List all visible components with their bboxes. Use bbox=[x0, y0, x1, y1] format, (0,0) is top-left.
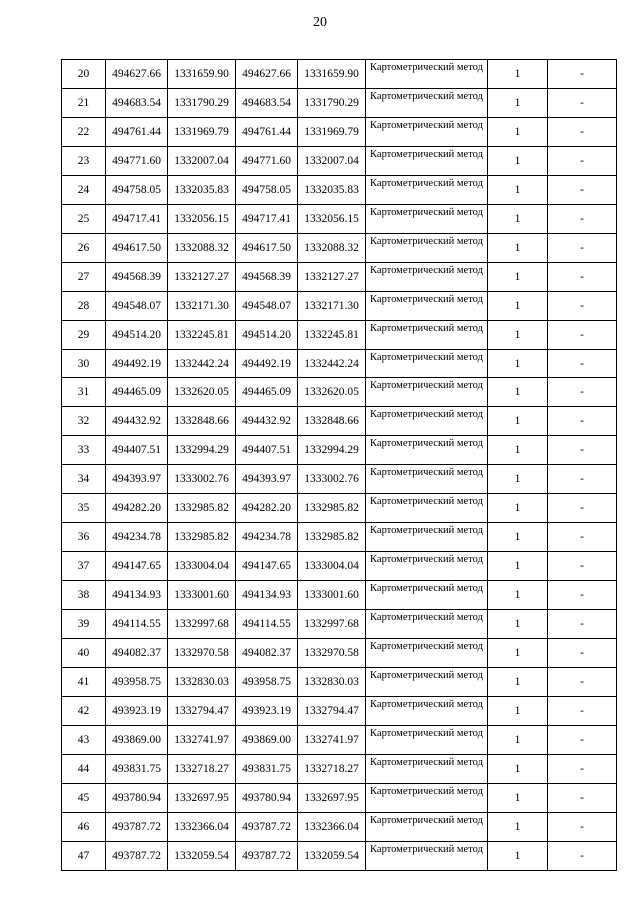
y-new-cell: 1332718.27 bbox=[298, 754, 366, 783]
description-cell: - bbox=[548, 349, 617, 378]
point-number-cell: 45 bbox=[62, 783, 106, 812]
y-new-cell: 1332620.05 bbox=[298, 378, 366, 407]
accuracy-cell: 1 bbox=[488, 436, 548, 465]
x-old-cell: 494514.20 bbox=[106, 320, 168, 349]
y-old-cell: 1332127.27 bbox=[168, 262, 236, 291]
point-number-cell: 36 bbox=[62, 523, 106, 552]
description-cell: - bbox=[548, 146, 617, 175]
description-cell: - bbox=[548, 754, 617, 783]
method-cell: Картометрический метод bbox=[366, 349, 488, 378]
y-old-cell: 1332997.68 bbox=[168, 610, 236, 639]
point-number-cell: 27 bbox=[62, 262, 106, 291]
y-old-cell: 1333002.76 bbox=[168, 465, 236, 494]
y-new-cell: 1331969.79 bbox=[298, 117, 366, 146]
y-new-cell: 1332127.27 bbox=[298, 262, 366, 291]
description-cell: - bbox=[548, 639, 617, 668]
x-new-cell: 494627.66 bbox=[236, 60, 298, 89]
x-new-cell: 494492.19 bbox=[236, 349, 298, 378]
description-cell: - bbox=[548, 320, 617, 349]
accuracy-cell: 1 bbox=[488, 610, 548, 639]
y-old-cell: 1332718.27 bbox=[168, 754, 236, 783]
table-row bbox=[62, 320, 617, 349]
description-cell: - bbox=[548, 610, 617, 639]
method-cell: Картометрический метод bbox=[366, 610, 488, 639]
accuracy-cell: 1 bbox=[488, 812, 548, 841]
accuracy-cell: 1 bbox=[488, 233, 548, 262]
table-row bbox=[62, 783, 617, 812]
y-old-cell: 1332697.95 bbox=[168, 783, 236, 812]
y-old-cell: 1332741.97 bbox=[168, 725, 236, 754]
y-old-cell: 1332171.30 bbox=[168, 291, 236, 320]
table-row bbox=[62, 465, 617, 494]
point-number-cell: 31 bbox=[62, 378, 106, 407]
x-new-cell: 494393.97 bbox=[236, 465, 298, 494]
x-old-cell: 494758.05 bbox=[106, 175, 168, 204]
description-cell: - bbox=[548, 812, 617, 841]
x-old-cell: 494147.65 bbox=[106, 552, 168, 581]
method-cell: Картометрический метод bbox=[366, 88, 488, 117]
table-row bbox=[62, 610, 617, 639]
table-row bbox=[62, 696, 617, 725]
description-cell: - bbox=[548, 725, 617, 754]
x-new-cell: 494465.09 bbox=[236, 378, 298, 407]
y-new-cell: 1331659.90 bbox=[298, 60, 366, 89]
table-row bbox=[62, 754, 617, 783]
table-row bbox=[62, 668, 617, 697]
table-row bbox=[62, 204, 617, 233]
point-number-cell: 35 bbox=[62, 494, 106, 523]
x-new-cell: 493923.19 bbox=[236, 696, 298, 725]
accuracy-cell: 1 bbox=[488, 581, 548, 610]
point-number-cell: 42 bbox=[62, 696, 106, 725]
x-new-cell: 494548.07 bbox=[236, 291, 298, 320]
x-old-cell: 494114.55 bbox=[106, 610, 168, 639]
method-cell: Картометрический метод bbox=[366, 262, 488, 291]
x-old-cell: 494627.66 bbox=[106, 60, 168, 89]
x-old-cell: 494234.78 bbox=[106, 523, 168, 552]
point-number-cell: 29 bbox=[62, 320, 106, 349]
description-cell: - bbox=[548, 581, 617, 610]
accuracy-cell: 1 bbox=[488, 523, 548, 552]
x-new-cell: 494082.37 bbox=[236, 639, 298, 668]
y-old-cell: 1332007.04 bbox=[168, 146, 236, 175]
y-new-cell: 1333004.04 bbox=[298, 552, 366, 581]
description-cell: - bbox=[548, 291, 617, 320]
table-row bbox=[62, 291, 617, 320]
method-cell: Картометрический метод bbox=[366, 552, 488, 581]
y-old-cell: 1332970.58 bbox=[168, 639, 236, 668]
y-new-cell: 1332848.66 bbox=[298, 407, 366, 436]
description-cell: - bbox=[548, 233, 617, 262]
x-new-cell: 494514.20 bbox=[236, 320, 298, 349]
description-cell: - bbox=[548, 783, 617, 812]
table-row bbox=[62, 88, 617, 117]
y-old-cell: 1332088.32 bbox=[168, 233, 236, 262]
table-row bbox=[62, 175, 617, 204]
description-cell: - bbox=[548, 668, 617, 697]
method-cell: Картометрический метод bbox=[366, 754, 488, 783]
method-cell: Картометрический метод bbox=[366, 175, 488, 204]
accuracy-cell: 1 bbox=[488, 696, 548, 725]
description-cell: - bbox=[548, 378, 617, 407]
point-number-cell: 47 bbox=[62, 841, 106, 870]
accuracy-cell: 1 bbox=[488, 262, 548, 291]
description-cell: - bbox=[548, 262, 617, 291]
y-new-cell: 1332366.04 bbox=[298, 812, 366, 841]
x-new-cell: 493831.75 bbox=[236, 754, 298, 783]
table-row bbox=[62, 812, 617, 841]
x-new-cell: 493787.72 bbox=[236, 812, 298, 841]
x-old-cell: 493787.72 bbox=[106, 812, 168, 841]
accuracy-cell: 1 bbox=[488, 175, 548, 204]
method-cell: Картометрический метод bbox=[366, 204, 488, 233]
point-number-cell: 37 bbox=[62, 552, 106, 581]
coordinates-table-body bbox=[62, 60, 617, 871]
table-row bbox=[62, 349, 617, 378]
method-cell: Картометрический метод bbox=[366, 841, 488, 870]
x-old-cell: 494432.92 bbox=[106, 407, 168, 436]
accuracy-cell: 1 bbox=[488, 146, 548, 175]
y-old-cell: 1333004.04 bbox=[168, 552, 236, 581]
point-number-cell: 25 bbox=[62, 204, 106, 233]
table-row bbox=[62, 146, 617, 175]
point-number-cell: 22 bbox=[62, 117, 106, 146]
description-cell: - bbox=[548, 523, 617, 552]
description-cell: - bbox=[548, 436, 617, 465]
table-row bbox=[62, 117, 617, 146]
y-old-cell: 1332035.83 bbox=[168, 175, 236, 204]
x-new-cell: 493958.75 bbox=[236, 668, 298, 697]
point-number-cell: 34 bbox=[62, 465, 106, 494]
y-new-cell: 1332088.32 bbox=[298, 233, 366, 262]
description-cell: - bbox=[548, 494, 617, 523]
y-new-cell: 1331790.29 bbox=[298, 88, 366, 117]
table-row bbox=[62, 725, 617, 754]
description-cell: - bbox=[548, 552, 617, 581]
table-row bbox=[62, 378, 617, 407]
x-new-cell: 493869.00 bbox=[236, 725, 298, 754]
y-old-cell: 1332442.24 bbox=[168, 349, 236, 378]
x-new-cell: 494771.60 bbox=[236, 146, 298, 175]
description-cell: - bbox=[548, 117, 617, 146]
point-number-cell: 30 bbox=[62, 349, 106, 378]
x-old-cell: 494717.41 bbox=[106, 204, 168, 233]
x-new-cell: 494683.54 bbox=[236, 88, 298, 117]
y-old-cell: 1332366.04 bbox=[168, 812, 236, 841]
x-old-cell: 494761.44 bbox=[106, 117, 168, 146]
y-old-cell: 1332848.66 bbox=[168, 407, 236, 436]
x-old-cell: 493958.75 bbox=[106, 668, 168, 697]
table-row bbox=[62, 233, 617, 262]
x-new-cell: 494114.55 bbox=[236, 610, 298, 639]
method-cell: Картометрический метод bbox=[366, 523, 488, 552]
description-cell: - bbox=[548, 204, 617, 233]
table-row bbox=[62, 523, 617, 552]
point-number-cell: 23 bbox=[62, 146, 106, 175]
table-row bbox=[62, 639, 617, 668]
method-cell: Картометрический метод bbox=[366, 146, 488, 175]
point-number-cell: 39 bbox=[62, 610, 106, 639]
y-new-cell: 1332035.83 bbox=[298, 175, 366, 204]
accuracy-cell: 1 bbox=[488, 841, 548, 870]
method-cell: Картометрический метод bbox=[366, 60, 488, 89]
method-cell: Картометрический метод bbox=[366, 494, 488, 523]
description-cell: - bbox=[548, 407, 617, 436]
x-new-cell: 494282.20 bbox=[236, 494, 298, 523]
x-old-cell: 494568.39 bbox=[106, 262, 168, 291]
x-new-cell: 494761.44 bbox=[236, 117, 298, 146]
method-cell: Картометрический метод bbox=[366, 291, 488, 320]
method-cell: Картометрический метод bbox=[366, 639, 488, 668]
y-new-cell: 1332985.82 bbox=[298, 523, 366, 552]
x-new-cell: 494717.41 bbox=[236, 204, 298, 233]
method-cell: Картометрический метод bbox=[366, 407, 488, 436]
y-old-cell: 1332794.47 bbox=[168, 696, 236, 725]
x-old-cell: 494134.93 bbox=[106, 581, 168, 610]
x-old-cell: 494771.60 bbox=[106, 146, 168, 175]
accuracy-cell: 1 bbox=[488, 378, 548, 407]
x-old-cell: 494683.54 bbox=[106, 88, 168, 117]
method-cell: Картометрический метод bbox=[366, 668, 488, 697]
y-new-cell: 1332059.54 bbox=[298, 841, 366, 870]
y-new-cell: 1332741.97 bbox=[298, 725, 366, 754]
table-row bbox=[62, 407, 617, 436]
method-cell: Картометрический метод bbox=[366, 436, 488, 465]
x-old-cell: 494465.09 bbox=[106, 378, 168, 407]
point-number-cell: 26 bbox=[62, 233, 106, 262]
point-number-cell: 24 bbox=[62, 175, 106, 204]
point-number-cell: 41 bbox=[62, 668, 106, 697]
table-row bbox=[62, 436, 617, 465]
table-row bbox=[62, 60, 617, 89]
accuracy-cell: 1 bbox=[488, 783, 548, 812]
y-new-cell: 1332007.04 bbox=[298, 146, 366, 175]
point-number-cell: 33 bbox=[62, 436, 106, 465]
x-old-cell: 494548.07 bbox=[106, 291, 168, 320]
y-old-cell: 1332985.82 bbox=[168, 523, 236, 552]
coordinates-table bbox=[61, 59, 617, 871]
method-cell: Картометрический метод bbox=[366, 320, 488, 349]
x-new-cell: 493787.72 bbox=[236, 841, 298, 870]
x-new-cell: 494617.50 bbox=[236, 233, 298, 262]
x-old-cell: 494082.37 bbox=[106, 639, 168, 668]
x-old-cell: 493787.72 bbox=[106, 841, 168, 870]
method-cell: Картометрический метод bbox=[366, 233, 488, 262]
table-row bbox=[62, 841, 617, 870]
accuracy-cell: 1 bbox=[488, 88, 548, 117]
x-new-cell: 494568.39 bbox=[236, 262, 298, 291]
method-cell: Картометрический метод bbox=[366, 378, 488, 407]
accuracy-cell: 1 bbox=[488, 204, 548, 233]
x-old-cell: 493831.75 bbox=[106, 754, 168, 783]
x-old-cell: 494393.97 bbox=[106, 465, 168, 494]
y-new-cell: 1332245.81 bbox=[298, 320, 366, 349]
method-cell: Картометрический метод bbox=[366, 581, 488, 610]
point-number-cell: 32 bbox=[62, 407, 106, 436]
y-old-cell: 1333001.60 bbox=[168, 581, 236, 610]
x-old-cell: 494282.20 bbox=[106, 494, 168, 523]
accuracy-cell: 1 bbox=[488, 639, 548, 668]
y-new-cell: 1332442.24 bbox=[298, 349, 366, 378]
y-old-cell: 1332830.03 bbox=[168, 668, 236, 697]
x-new-cell: 494432.92 bbox=[236, 407, 298, 436]
point-number-cell: 44 bbox=[62, 754, 106, 783]
y-new-cell: 1332830.03 bbox=[298, 668, 366, 697]
table-row bbox=[62, 494, 617, 523]
table-row bbox=[62, 581, 617, 610]
y-old-cell: 1332056.15 bbox=[168, 204, 236, 233]
point-number-cell: 21 bbox=[62, 88, 106, 117]
accuracy-cell: 1 bbox=[488, 668, 548, 697]
y-old-cell: 1332985.82 bbox=[168, 494, 236, 523]
y-new-cell: 1332171.30 bbox=[298, 291, 366, 320]
accuracy-cell: 1 bbox=[488, 754, 548, 783]
y-old-cell: 1331659.90 bbox=[168, 60, 236, 89]
accuracy-cell: 1 bbox=[488, 552, 548, 581]
y-new-cell: 1332994.29 bbox=[298, 436, 366, 465]
x-old-cell: 493780.94 bbox=[106, 783, 168, 812]
accuracy-cell: 1 bbox=[488, 407, 548, 436]
method-cell: Картометрический метод bbox=[366, 465, 488, 494]
y-old-cell: 1331969.79 bbox=[168, 117, 236, 146]
description-cell: - bbox=[548, 696, 617, 725]
y-old-cell: 1332059.54 bbox=[168, 841, 236, 870]
accuracy-cell: 1 bbox=[488, 494, 548, 523]
x-new-cell: 494234.78 bbox=[236, 523, 298, 552]
point-number-cell: 46 bbox=[62, 812, 106, 841]
method-cell: Картометрический метод bbox=[366, 117, 488, 146]
description-cell: - bbox=[548, 465, 617, 494]
point-number-cell: 20 bbox=[62, 60, 106, 89]
accuracy-cell: 1 bbox=[488, 465, 548, 494]
x-old-cell: 494492.19 bbox=[106, 349, 168, 378]
x-old-cell: 493869.00 bbox=[106, 725, 168, 754]
accuracy-cell: 1 bbox=[488, 117, 548, 146]
accuracy-cell: 1 bbox=[488, 320, 548, 349]
description-cell: - bbox=[548, 175, 617, 204]
y-new-cell: 1332056.15 bbox=[298, 204, 366, 233]
y-old-cell: 1332994.29 bbox=[168, 436, 236, 465]
x-new-cell: 494407.51 bbox=[236, 436, 298, 465]
accuracy-cell: 1 bbox=[488, 725, 548, 754]
page-number: 20 bbox=[313, 15, 327, 30]
point-number-cell: 28 bbox=[62, 291, 106, 320]
x-old-cell: 493923.19 bbox=[106, 696, 168, 725]
description-cell: - bbox=[548, 841, 617, 870]
point-number-cell: 40 bbox=[62, 639, 106, 668]
accuracy-cell: 1 bbox=[488, 291, 548, 320]
table-row bbox=[62, 552, 617, 581]
method-cell: Картометрический метод bbox=[366, 725, 488, 754]
y-new-cell: 1332985.82 bbox=[298, 494, 366, 523]
table-row bbox=[62, 262, 617, 291]
y-new-cell: 1332997.68 bbox=[298, 610, 366, 639]
x-old-cell: 494407.51 bbox=[106, 436, 168, 465]
y-new-cell: 1332697.95 bbox=[298, 783, 366, 812]
description-cell: - bbox=[548, 60, 617, 89]
y-old-cell: 1332620.05 bbox=[168, 378, 236, 407]
y-old-cell: 1332245.81 bbox=[168, 320, 236, 349]
y-old-cell: 1331790.29 bbox=[168, 88, 236, 117]
y-new-cell: 1333001.60 bbox=[298, 581, 366, 610]
method-cell: Картометрический метод bbox=[366, 783, 488, 812]
point-number-cell: 38 bbox=[62, 581, 106, 610]
x-new-cell: 494758.05 bbox=[236, 175, 298, 204]
method-cell: Картометрический метод bbox=[366, 696, 488, 725]
x-new-cell: 493780.94 bbox=[236, 783, 298, 812]
method-cell: Картометрический метод bbox=[366, 812, 488, 841]
accuracy-cell: 1 bbox=[488, 349, 548, 378]
point-number-cell: 43 bbox=[62, 725, 106, 754]
x-new-cell: 494147.65 bbox=[236, 552, 298, 581]
description-cell: - bbox=[548, 88, 617, 117]
x-new-cell: 494134.93 bbox=[236, 581, 298, 610]
accuracy-cell: 1 bbox=[488, 60, 548, 89]
y-new-cell: 1333002.76 bbox=[298, 465, 366, 494]
y-new-cell: 1332970.58 bbox=[298, 639, 366, 668]
y-new-cell: 1332794.47 bbox=[298, 696, 366, 725]
x-old-cell: 494617.50 bbox=[106, 233, 168, 262]
